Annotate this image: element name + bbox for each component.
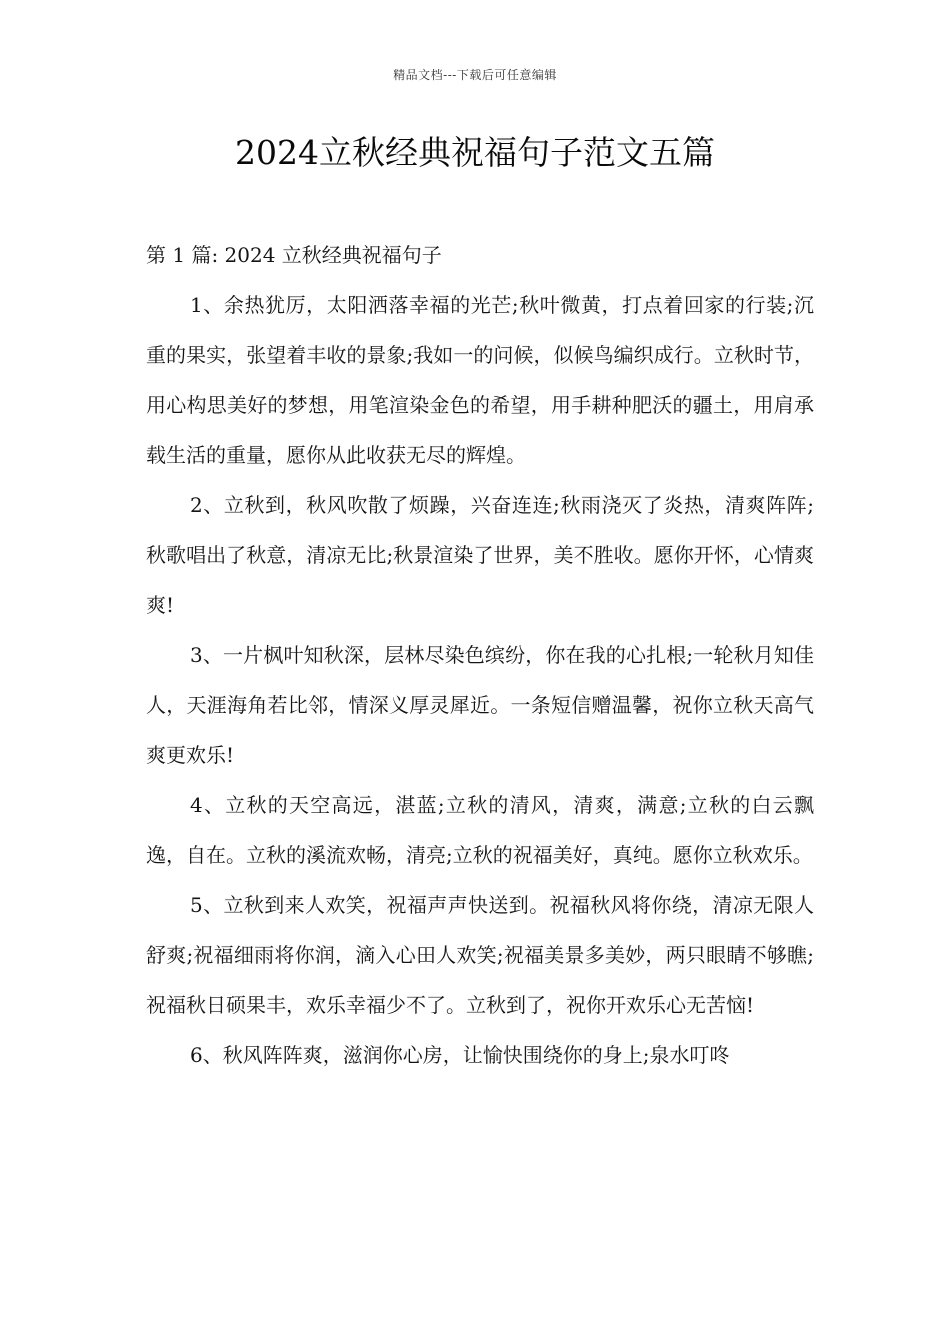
paragraph-2: 2、立秋到，秋风吹散了烦躁，兴奋连连;秋雨浇灭了炎热，清爽阵阵;秋歌唱出了秋意，清凉无比;秋景渲染了世界，美不胜收。愿你开怀，心情爽爽!	[146, 493, 814, 617]
paragraph-4: 4、立秋的天空高远，湛蓝;立秋的清风，清爽，满意;立秋的白云飘逸，自在。立秋的溪流欢畅，清亮;立秋的祝福美好，真纯。愿你立秋欢乐。	[146, 793, 814, 867]
paragraph-5: 5、立秋到来人欢笑，祝福声声快送到。祝福秋风将你绕，清凉无限人舒爽;祝福细雨将你润，滴入心田人欢笑;祝福美景多美妙，两只眼睛不够瞧;祝福秋日硕果丰，欢乐幸福少不了。立秋到了，祝你开欢乐心无苦恼!	[146, 893, 814, 1017]
paragraph-1: 1、余热犹厉，太阳洒落幸福的光芒;秋叶微黄，打点着回家的行装;沉重的果实，张望着丰收的景象;我如一的问候，似候鸟编织成行。立秋时节，用心构思美好的梦想，用笔渲染金色的希望，用手耕种肥沃的疆土，用肩承载生活的重量，愿你从此收获无尽的辉煌。	[146, 293, 814, 467]
document-title: 2024立秋经典祝福句子范文五篇	[235, 133, 715, 172]
header-note: 精品文档---下载后可任意编辑	[393, 68, 557, 82]
paragraph-3: 3、一片枫叶知秋深，层林尽染色缤纷，你在我的心扎根;一轮秋月知佳人，天涯海角若比邻，情深义厚灵犀近。一条短信赠温馨，祝你立秋天高气爽更欢乐!	[146, 643, 814, 767]
document-body	[146, 230, 814, 1080]
section-heading: 第 1 篇: 2024 立秋经典祝福句子	[146, 243, 442, 267]
paragraph-6: 6、秋风阵阵爽，滋润你心房，让愉快围绕你的身上;泉水叮咚	[190, 1043, 730, 1067]
